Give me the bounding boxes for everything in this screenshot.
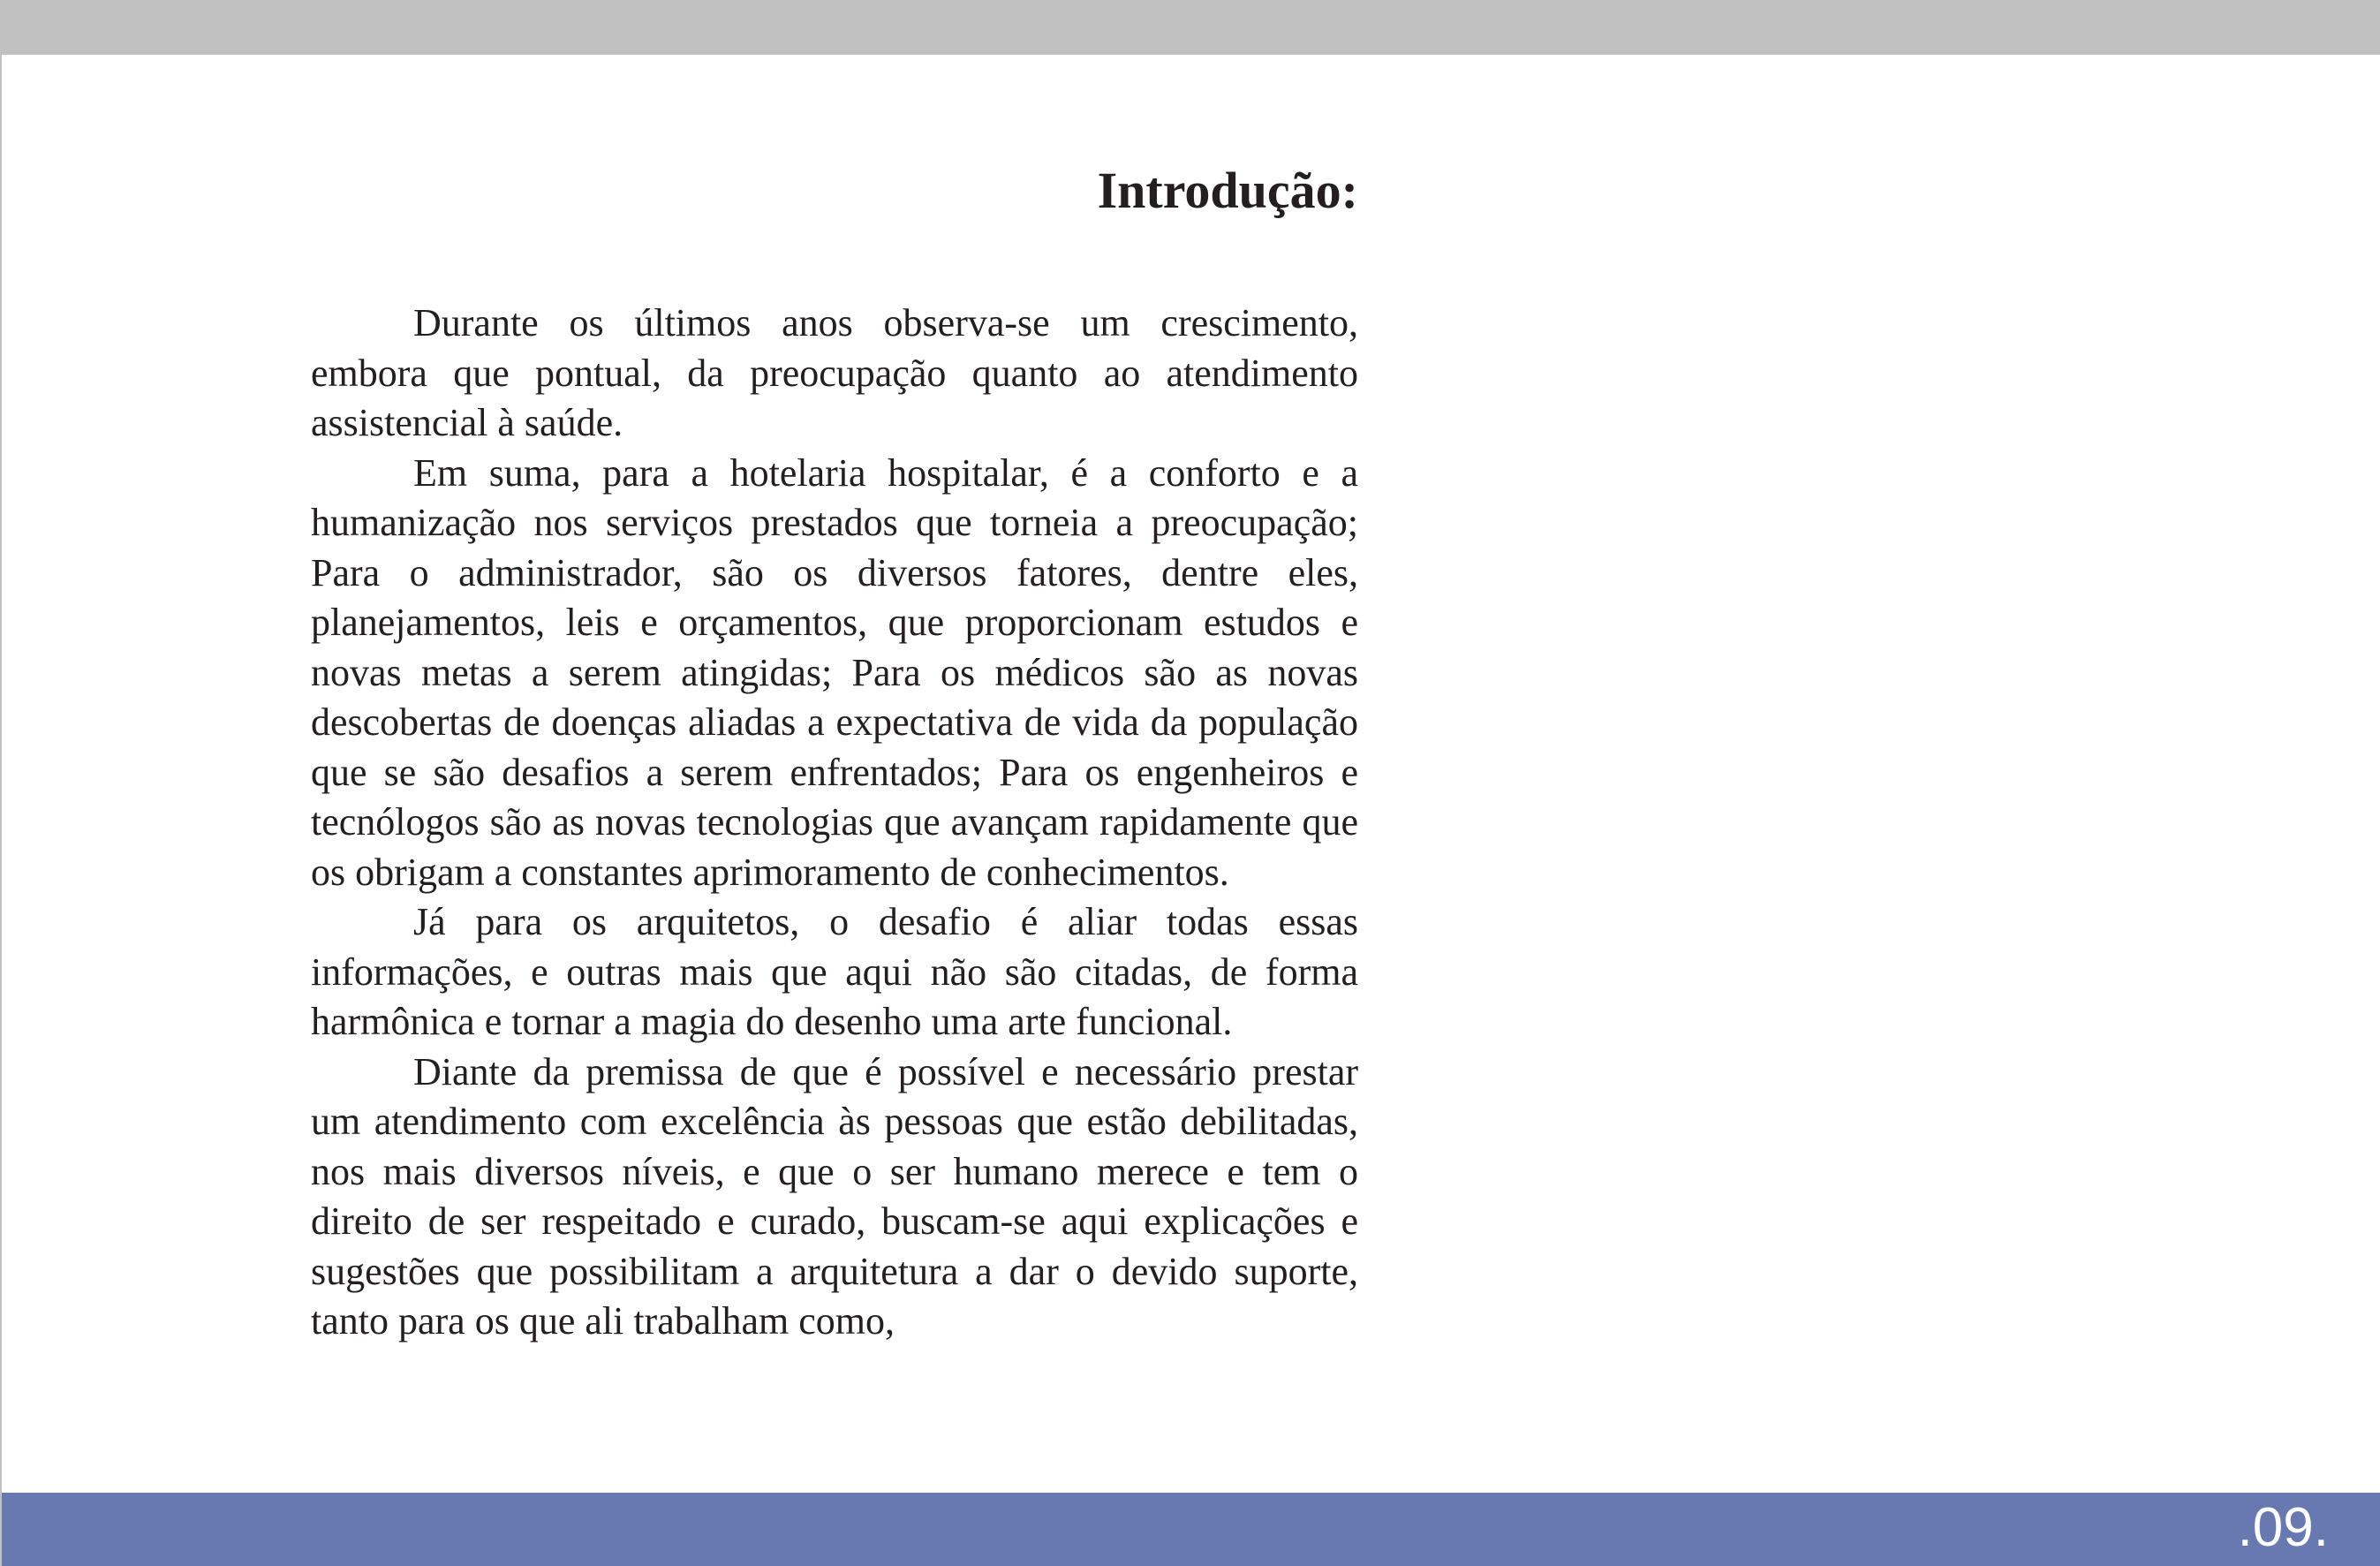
page-number: .09. <box>2237 1497 2329 1558</box>
paragraph-3: Já para os arquitetos, o desafio é aliar todas essas informações, e outras mais que aqui não são citadas, de forma harmônica e tornar a magia do desenho uma arte funcional. <box>311 900 1358 1043</box>
paragraph-2: Em suma, para a hotelaria hospitalar, é a conforto e a humanização nos serviços prestados que torneia a preocupação; Para o administrador, são os diversos fatores, dentre eles, planejamentos, leis e orçamentos, que proporcionam estudos e novas metas a serem atingidas; Para os médicos são as novas descobertas de doenças aliadas a expectativa de vida da população que se são desafios a serem enfrentados; Para os engenheiros e tecnólogos são as novas tecnologias que avançam rapidamente que os obrigam a constantes aprimoramento de conhecimentos. <box>311 450 1358 894</box>
body-text <box>311 299 1358 1347</box>
top-header-bar <box>2 0 2380 55</box>
paragraph-1: Durante os últimos anos observa-se um crescimento, embora que pontual, da preocupação quanto ao atendimento assistencial à saúde. <box>311 301 1358 444</box>
paragraph-4: Diante da premissa de que é possível e necessário prestar um atendimento com excelência às pessoas que estão debilitadas, nos mais diversos níveis, e que o ser humano merece e tem o direito de ser respeitado e curado, buscam-se aqui explicações e sugestões que possibilitam a arquitetura a dar o devido suporte, tanto para os que ali trabalham como, <box>311 1049 1358 1343</box>
bottom-footer-bar <box>2 1493 2380 1566</box>
page-title: Introdução: <box>1097 162 1358 219</box>
